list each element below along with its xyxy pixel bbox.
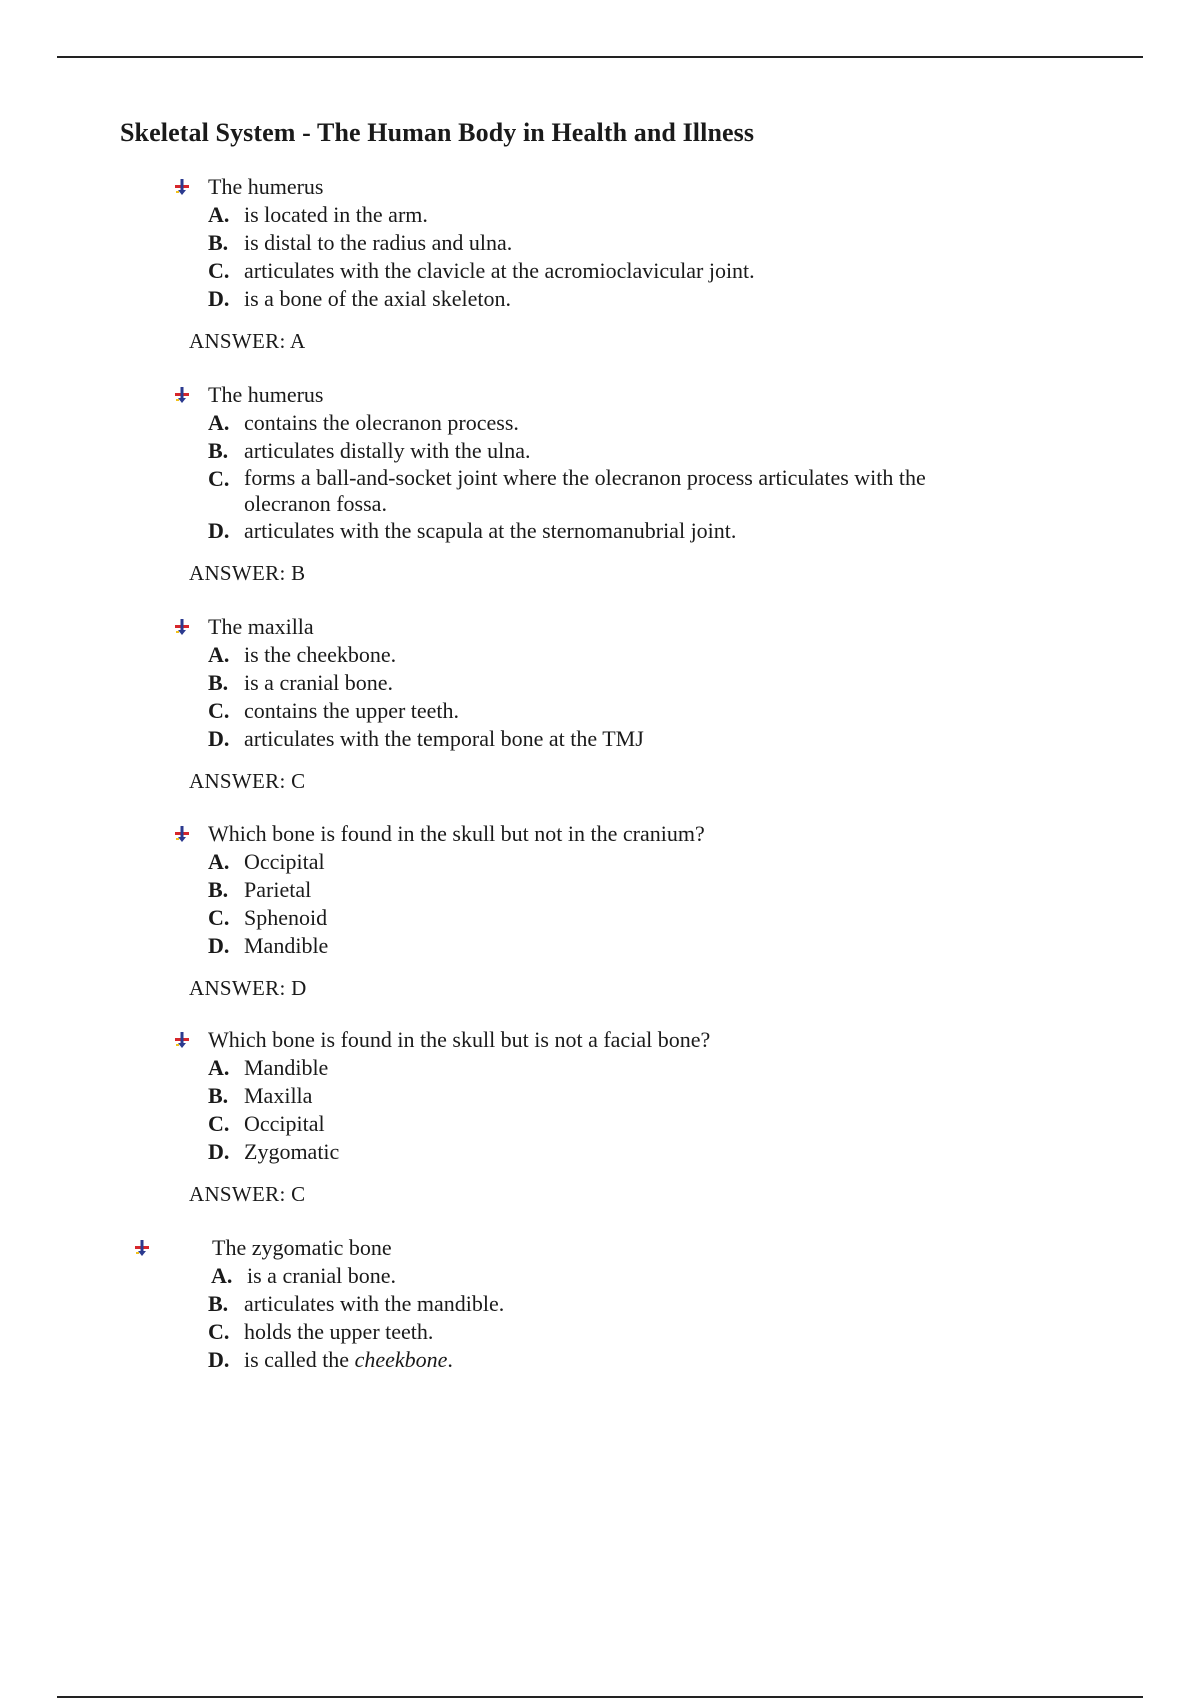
option-list (174, 641, 1074, 753)
option-letter: A. (208, 849, 230, 874)
option-letter: D. (208, 1347, 230, 1372)
question-stem: Which bone is found in the skull but is not a facial bone? (208, 1027, 711, 1052)
option-letter: B. (208, 877, 229, 902)
option-text: is a cranial bone. (247, 1263, 397, 1288)
option-text: Zygomatic (244, 1139, 340, 1164)
option-letter: A. (208, 642, 230, 667)
option-c (174, 697, 1074, 725)
option-d (174, 1346, 1074, 1374)
question-stem: The zygomatic bone (212, 1235, 392, 1260)
option-letter: C. (208, 258, 230, 283)
option-d (174, 1138, 1074, 1166)
option-d (174, 285, 1074, 313)
option-letter: A. (208, 1055, 230, 1080)
option-text: Occipital (244, 1111, 325, 1136)
option-list (174, 409, 1074, 545)
option-d (174, 932, 1074, 960)
arrow-bullet-icon (174, 387, 190, 403)
option-b (174, 1290, 1074, 1318)
answer-line: ANSWER: C (189, 1182, 306, 1206)
option-b (174, 669, 1074, 697)
page-title: Skeletal System - The Human Body in Health and Illness (120, 118, 755, 147)
option-letter: D. (208, 933, 230, 958)
question-stem: Which bone is found in the skull but not in the cranium? (208, 821, 705, 846)
answer-line: ANSWER: B (189, 561, 306, 585)
option-d (174, 517, 1074, 545)
option-text: is a bone of the axial skeleton. (244, 286, 511, 311)
option-b (174, 876, 1074, 904)
question-head (174, 613, 1074, 641)
option-text: is located in the arm. (244, 202, 428, 227)
option-text: is a cranial bone. (244, 670, 394, 695)
bottom-rule (57, 1696, 1143, 1698)
answer-line: ANSWER: D (189, 976, 307, 1000)
option-a (174, 409, 1074, 437)
option-text: is the cheekbone. (244, 642, 397, 667)
question-2 (174, 381, 1074, 587)
option-b (174, 229, 1074, 257)
option-letter: D. (208, 518, 230, 543)
option-text: is distal to the radius and ulna. (244, 230, 513, 255)
option-text: articulates with the mandible. (244, 1291, 505, 1316)
question-stem: The humerus (208, 174, 324, 199)
option-text: Mandible (244, 933, 329, 958)
option-text: Sphenoid (244, 905, 328, 930)
option-a (174, 1262, 1074, 1290)
answer-line: ANSWER: A (189, 329, 306, 353)
option-letter: B. (208, 438, 229, 463)
option-letter: D. (208, 286, 230, 311)
option-letter: D. (208, 1139, 230, 1164)
option-text: forms a ball-and-socket joint where the olecranon process articulates with the olecranon fossa. (244, 465, 926, 516)
top-rule (57, 56, 1143, 58)
option-text: articulates with the temporal bone at the TMJ (244, 726, 644, 751)
option-letter: C. (208, 698, 230, 723)
option-a (174, 848, 1074, 876)
option-letter: B. (208, 670, 229, 695)
question-4 (174, 820, 1074, 1002)
option-letter: B. (208, 1291, 229, 1316)
option-text (244, 1346, 1074, 1374)
question-stem: The maxilla (208, 614, 314, 639)
option-b (174, 437, 1074, 465)
option-letter: D. (208, 726, 230, 751)
option-text: articulates distally with the ulna. (244, 438, 531, 463)
option-list (174, 1262, 1074, 1374)
option-letter: C. (208, 905, 230, 930)
option-text: holds the upper teeth. (244, 1319, 434, 1344)
option-text: articulates with the clavicle at the acromioclavicular joint. (244, 258, 755, 283)
option-letter: C. (208, 1111, 230, 1136)
option-a (174, 641, 1074, 669)
option-letter: C. (208, 466, 230, 491)
option-text-italic: cheekbone (354, 1347, 448, 1372)
option-text: contains the upper teeth. (244, 698, 460, 723)
question-6 (174, 1234, 1074, 1374)
option-c (174, 1110, 1074, 1138)
option-text: Parietal (244, 877, 312, 902)
arrow-bullet-icon (174, 1032, 190, 1048)
option-letter: A. (208, 202, 230, 227)
arrow-bullet-icon (174, 619, 190, 635)
option-list (174, 848, 1074, 960)
question-head (174, 820, 1074, 848)
question-5 (174, 1026, 1074, 1208)
option-text: contains the olecranon process. (244, 410, 519, 435)
option-letter: C. (208, 1319, 230, 1344)
option-list (174, 1054, 1074, 1166)
arrow-bullet-icon (174, 826, 190, 842)
arrow-bullet-icon (134, 1240, 150, 1256)
question-head (174, 1026, 1074, 1054)
question-head (174, 381, 1074, 409)
option-c (174, 1318, 1074, 1346)
arrow-bullet-icon (174, 179, 190, 195)
option-c (174, 904, 1074, 932)
option-text: articulates with the scapula at the sternomanubrial joint. (244, 518, 737, 543)
option-letter: A. (208, 410, 230, 435)
option-text-prefix: is called the (244, 1347, 355, 1372)
option-a (174, 1054, 1074, 1082)
option-a (174, 201, 1074, 229)
option-d (174, 725, 1074, 753)
option-b (174, 1082, 1074, 1110)
answer-line: ANSWER: C (189, 769, 306, 793)
question-head (174, 1234, 1074, 1262)
option-letter: B. (208, 230, 229, 255)
option-c (174, 465, 1004, 517)
question-head (174, 173, 1074, 201)
question-stem: The humerus (208, 382, 324, 407)
option-letter: A. (211, 1263, 233, 1288)
option-letter: B. (208, 1083, 229, 1108)
option-text: Mandible (244, 1055, 329, 1080)
question-1 (174, 173, 1074, 355)
option-text: Occipital (244, 849, 325, 874)
option-c (174, 257, 1074, 285)
option-text-suffix: . (447, 1347, 453, 1372)
option-text: Maxilla (244, 1083, 313, 1108)
option-list (174, 201, 1074, 313)
question-3 (174, 613, 1074, 795)
